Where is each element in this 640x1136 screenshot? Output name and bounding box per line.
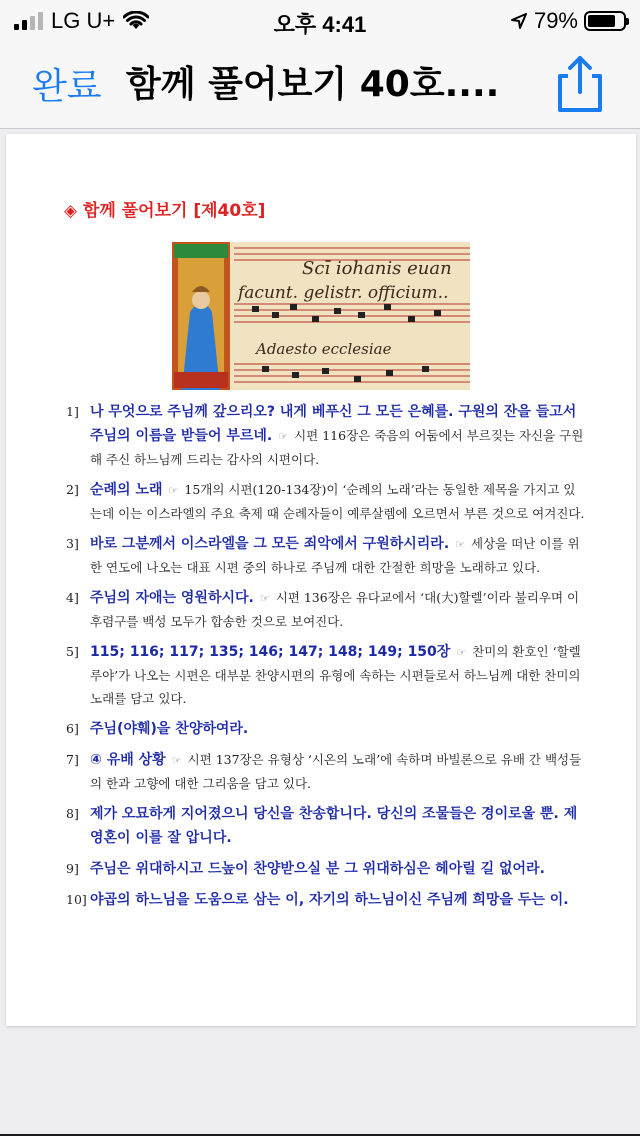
answer-text: 순례의 노래 (90, 482, 163, 498)
answer-text: 나 무엇으로 주님께 갚으리오? 내게 베푸신 그 모든 은혜를. 구원의 잔을 들고서 주님의 이름을 받들어 부르네. (90, 404, 577, 444)
answer-number: 10] (66, 892, 87, 907)
status-right (510, 8, 626, 34)
explanation-text: 15개의 시편(120-134장)이 ‘순례의 노래’라는 동일한 제목을 가지고 있는데 이는 이스라엘의 주요 축제 때 순례자들이 예루살렘에 오르면서 부른 것으로 여겨진다. (90, 482, 585, 521)
answer-item (66, 478, 586, 525)
manuscript-illustration (172, 242, 470, 390)
answer-list (66, 400, 586, 919)
manuscript-line-2: facunt. gelistr. officium.. (238, 283, 449, 303)
pointing-hand-icon: ☞ (168, 484, 179, 497)
answer-text: 115; 116; 117; 135; 146; 147; 148; 149; 150장 (90, 644, 451, 660)
navigation-bar (0, 40, 640, 129)
pointing-hand-icon: ☞ (455, 538, 466, 551)
explanation-text: 찬미의 환호인 ‘할렐루야’가 나오는 시편은 대부분 찬양시편의 유형에 속하는 시편들로서 하느님께 대한 찬미의 노래를 담고 있다. (90, 644, 581, 706)
answer-item (66, 586, 586, 633)
manuscript-line-3: Adaesto ecclesiae (256, 340, 392, 358)
explanation-text: 시편 136장은 유다교에서 ‘대(大)할렐’이라 불리우며 이 후렴구를 백성 모두가 합송한 것으로 보여진다. (90, 590, 580, 629)
answer-item (66, 532, 586, 579)
answer-number: 6] (66, 721, 79, 736)
pointing-hand-icon: ☞ (171, 754, 182, 767)
explanation-text: 세상을 떠난 이를 위한 연도에 나오는 대표 시편 중의 하나로 주님께 대한 간절한 희망을 노래하고 있다. (90, 536, 580, 575)
answer-item (66, 802, 586, 850)
answer-number: 7] (66, 752, 79, 767)
share-icon[interactable] (552, 54, 608, 114)
battery-icon (584, 11, 626, 31)
battery-percent: 79% (533, 8, 578, 33)
answer-item (66, 857, 586, 881)
answer-number: 3] (66, 536, 79, 551)
document-title: 함께 풀어보기 40호.... (126, 64, 500, 105)
answer-item (66, 717, 586, 741)
carrier-label: LG U+ (51, 8, 116, 33)
answer-number: 1] (66, 404, 79, 419)
answer-item (66, 640, 586, 710)
manuscript-line-1: Scī iohanis euan (302, 258, 452, 279)
answer-item (66, 400, 586, 471)
answer-number: 9] (66, 861, 79, 876)
answer-text: 바로 그분께서 이스라엘을 그 모든 죄악에서 구원하시리라. (90, 536, 450, 552)
location-arrow-icon (510, 12, 528, 30)
answer-number: 5] (66, 644, 79, 659)
done-button[interactable]: 완료 (32, 66, 102, 107)
answer-number: 8] (66, 806, 79, 821)
answer-text: 주님(야훼)을 찬양하여라. (90, 721, 249, 737)
answer-text: ④ 유배 상황 (90, 752, 166, 768)
document-page[interactable] (6, 134, 636, 1026)
answer-text: 주님의 자애는 영원하시다. (90, 590, 254, 606)
pointing-hand-icon: ☞ (456, 646, 467, 659)
answer-number: 2] (66, 482, 79, 497)
answer-item (66, 888, 586, 912)
pointing-hand-icon: ☞ (278, 430, 289, 443)
status-time: 오후 4:41 (273, 12, 367, 37)
manuscript-image (172, 242, 470, 390)
status-bar (0, 0, 640, 40)
pointing-hand-icon: ☞ (259, 592, 270, 605)
explanation-text: 시편 137장은 유형상 ‘시온의 노래’에 속하며 바빌론으로 유배 간 백성들의 한과 고향에 대한 그리움을 담고 있다. (90, 752, 582, 791)
answer-text: 제가 오묘하게 지어졌으니 당신을 찬송합니다. 당신의 조물들은 경이로울 뿐. 제 영혼이 이를 잘 압니다. (90, 806, 578, 846)
answer-item (66, 748, 586, 795)
answer-number: 4] (66, 590, 79, 605)
battery-fill (588, 15, 615, 27)
page-heading: ◈ 함께 풀어보기 [제40호] (64, 201, 266, 221)
answer-text: 주님은 위대하시고 드높이 찬양받으실 분 그 위대하심은 헤아릴 길 없어라. (90, 861, 545, 877)
explanation-text: 시편 116장은 죽음의 어둠에서 부르짖는 자신을 구원해 주신 하느님께 드리는 감사의 시편이다. (90, 428, 584, 467)
answer-text: 야곱의 하느님을 도움으로 삼는 이, 자기의 하느님이신 주님께 희망을 두는 이. (90, 892, 569, 908)
